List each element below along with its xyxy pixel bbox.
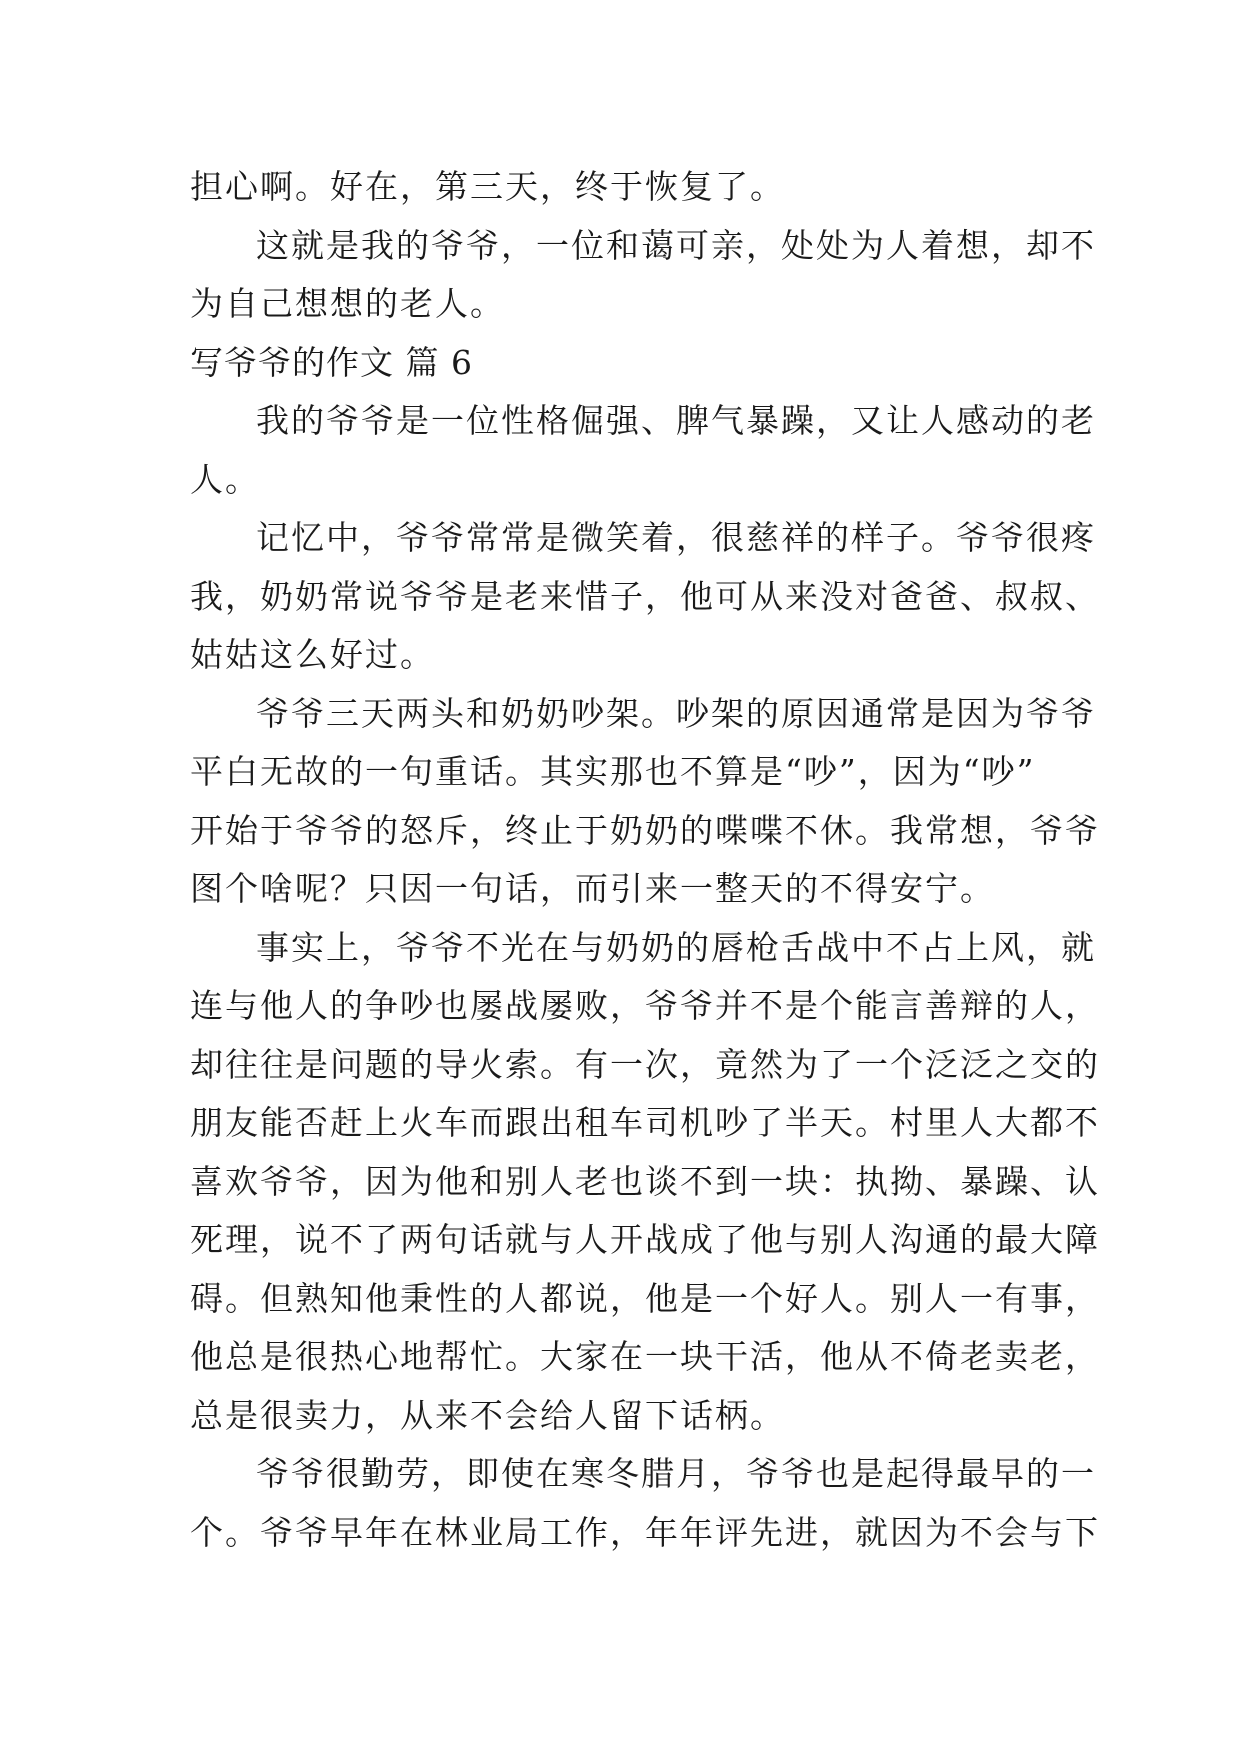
text-line: 这就是我的爷爷，一位和蔼可亲，处处为人着想，却不 — [256, 225, 1096, 265]
text-line: 爷爷三天两头和奶奶吵架。吵架的原因通常是因为爷爷 — [256, 693, 1096, 733]
text-line: 姑姑这么好过。 — [190, 635, 435, 674]
text-line: 死理，说不了两句话就与人开战成了他与别人沟通的最大障 — [190, 1220, 1100, 1259]
text-line: 朋友能否赶上火车而跟出租车司机吵了半天。村里人大都不 — [190, 1103, 1100, 1142]
text-line: 记忆中，爷爷常常是微笑着，很慈祥的样子。爷爷很疼 — [256, 518, 1096, 557]
text-line: 连与他人的争吵也屡战屡败，爷爷并不是个能言善辩的人， — [190, 986, 1100, 1025]
text-line: 担心啊。好在，第三天，终于恢复了。 — [190, 167, 785, 206]
text-line: 他总是很热心地帮忙。大家在一块干活，他从不倚老卖老， — [190, 1337, 1100, 1376]
document-body — [190, 158, 1100, 1562]
text-line: 我，奶奶常说爷爷是老来惜子，他可从来没对爸爸、叔叔、 — [190, 576, 1100, 616]
text-line: 事实上，爷爷不光在与奶奶的唇枪舌战中不占上风，就 — [256, 927, 1096, 967]
section-heading: 写爷爷的作文 篇 6 — [190, 342, 473, 382]
text-line: 却往往是问题的导火索。有一次，竟然为了一个泛泛之交的 — [190, 1044, 1100, 1084]
text-line: 图个啥呢？只因一句话，而引来一整天的不得安宁。 — [190, 869, 995, 908]
text-line: 爷爷很勤劳，即使在寒冬腊月，爷爷也是起得最早的一 — [256, 1454, 1096, 1493]
text-line: 碍。但熟知他秉性的人都说，他是一个好人。别人一有事， — [190, 1278, 1100, 1318]
text-line: 喜欢爷爷，因为他和别人老也谈不到一块：执拗、暴躁、认 — [190, 1161, 1100, 1201]
text-line: 开始于爷爷的怒斥，终止于奶奶的喋喋不休。我常想，爷爷 — [190, 810, 1100, 850]
text-line: 个。爷爷早年在林业局工作，年年评先进，就因为不会与下 — [190, 1512, 1100, 1552]
text-line: 为自己想想的老人。 — [190, 284, 505, 323]
text-line: 平白无故的一句重话。其实那也不算是“吵”，因为“吵” — [190, 752, 1036, 791]
text-line: 我的爷爷是一位性格倔强、脾气暴躁，又让人感动的老 — [256, 401, 1096, 440]
text-line: 总是很卖力，从来不会给人留下话柄。 — [190, 1395, 785, 1435]
text-line: 人。 — [190, 459, 260, 499]
